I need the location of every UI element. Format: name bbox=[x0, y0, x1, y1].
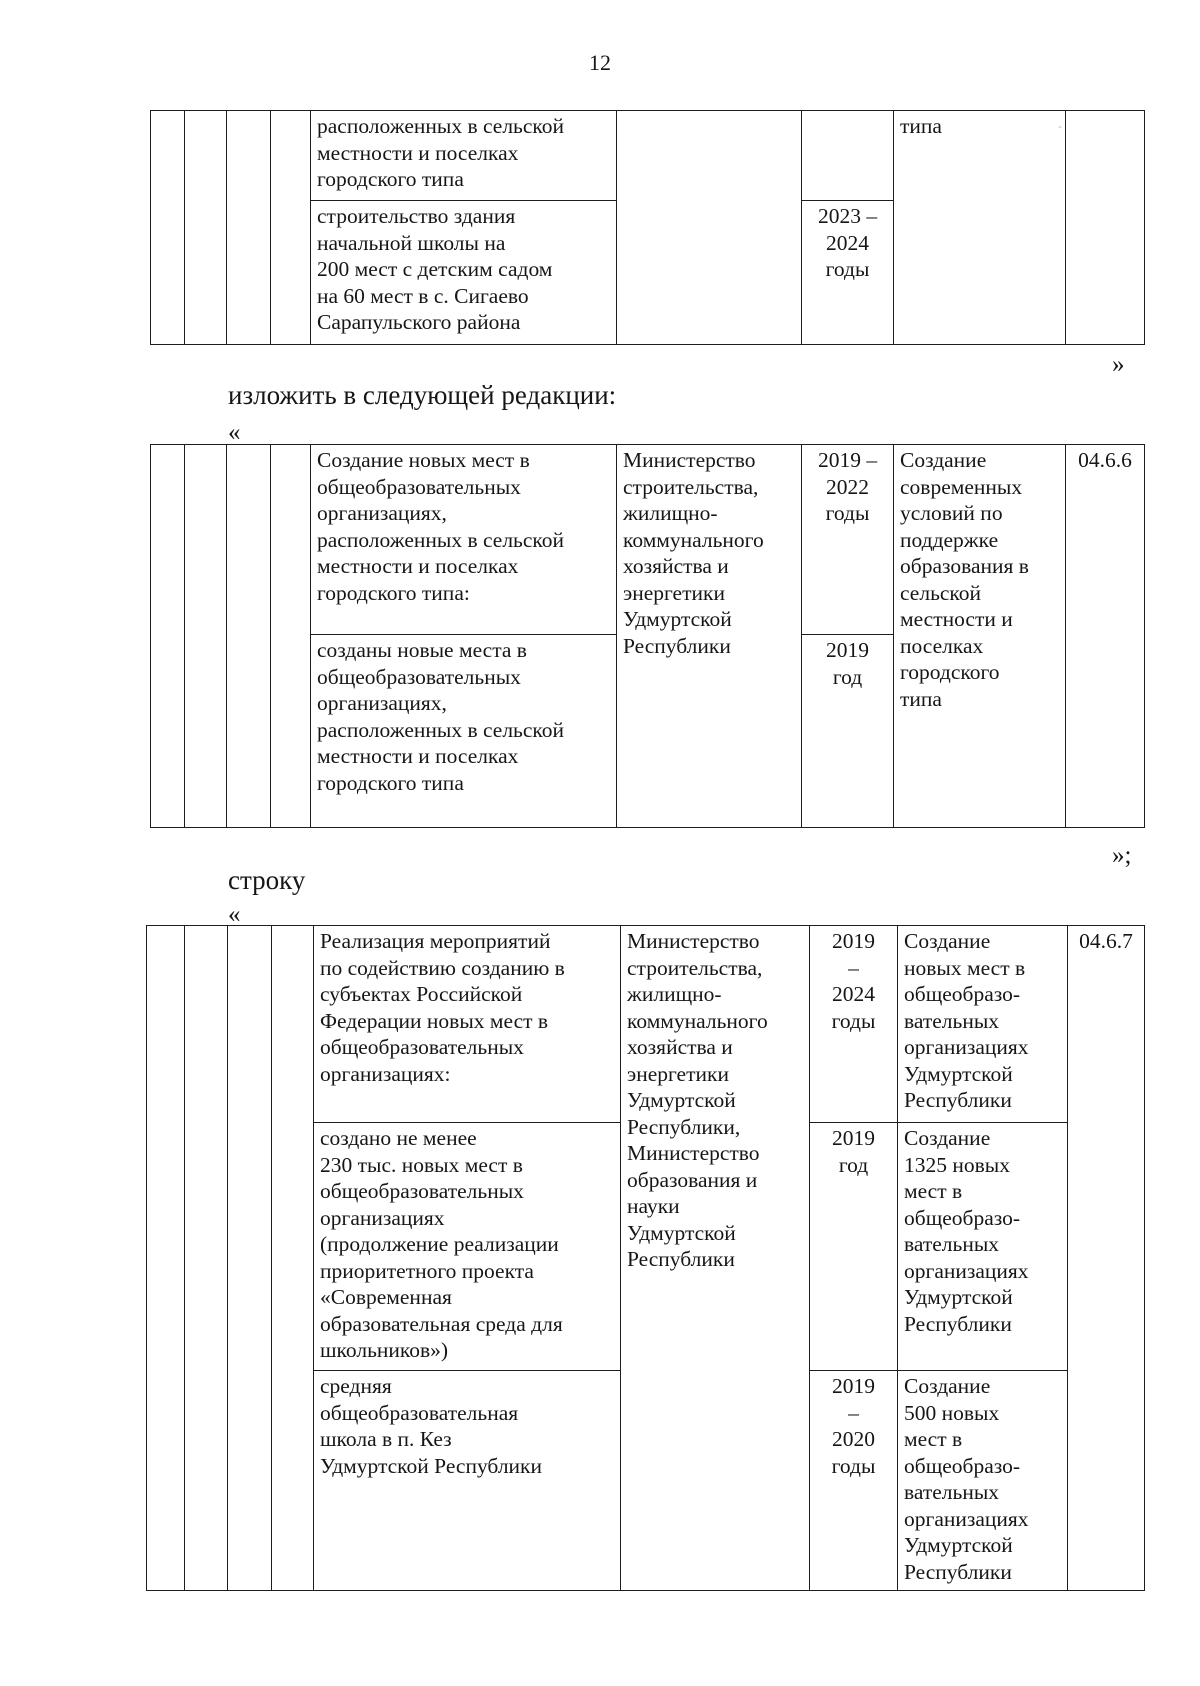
table-cell-result: типа - bbox=[894, 111, 1066, 345]
table-cell-name: созданы новые места в общеобразовательных организациях, расположенных в сельской местности и поселках городского типа bbox=[311, 635, 617, 828]
opening-quote: « bbox=[228, 901, 241, 928]
closing-quote: »; bbox=[1112, 842, 1132, 869]
table-cell-result: Создание 500 новых мест в общеобразо- вательных организациях Удмуртской Республики bbox=[898, 1371, 1068, 1591]
table-cell-empty bbox=[271, 111, 311, 345]
table-cell-period: 2019 – 2022 годы bbox=[802, 445, 894, 635]
table-cell-empty bbox=[227, 111, 271, 345]
scan-artifact: - bbox=[1058, 119, 1062, 133]
table-fragment-row bbox=[146, 925, 1145, 1591]
table-cell-empty bbox=[185, 111, 227, 345]
table-cell-empty bbox=[271, 445, 311, 828]
table-cell-result: Создание 1325 новых мест в общеобразо- вательных организациях Удмуртской Республики bbox=[898, 1123, 1068, 1371]
table-cell-name: средняя общеобразовательная школа в п. Кез Удмуртской Республики bbox=[314, 1371, 621, 1591]
closing-quote: » bbox=[1112, 351, 1125, 378]
table-cell-result: Создание современных условий по поддержке образования в сельской местности и поселках городского типа bbox=[894, 445, 1066, 828]
instruction-text: строку bbox=[228, 865, 306, 895]
table-cell-period bbox=[802, 111, 894, 201]
table-cell-empty bbox=[151, 445, 185, 828]
table-cell-empty bbox=[185, 445, 227, 828]
table-cell-empty bbox=[272, 926, 314, 1591]
table-cell-period: 2019 – 2024 годы bbox=[810, 926, 898, 1123]
table-cell-code bbox=[1066, 111, 1145, 345]
table-cell-empty bbox=[147, 926, 185, 1591]
table-cell-name: создано не менее 230 тыс. новых мест в общеобразовательных организациях (продолжение реализации приоритетного проекта «Современная образовательная среда для школьников») bbox=[314, 1123, 621, 1371]
table-cell-empty bbox=[151, 111, 185, 345]
table-cell-empty bbox=[185, 926, 228, 1591]
table-cell-code: 04.6.7 bbox=[1068, 926, 1145, 1591]
page-number: 12 bbox=[589, 50, 611, 75]
table-fragment-new bbox=[150, 444, 1145, 828]
table-cell-name: Создание новых мест в общеобразовательных организациях, расположенных в сельской местности и поселках городского типа: bbox=[311, 445, 617, 635]
table-cell-empty bbox=[227, 445, 271, 828]
table-cell-period: 2019 год bbox=[802, 635, 894, 828]
table-cell-period: 2019 год bbox=[810, 1123, 898, 1371]
opening-quote: « bbox=[228, 419, 241, 446]
table-fragment-old bbox=[150, 110, 1145, 345]
table-cell-executor bbox=[617, 111, 802, 345]
table-cell-result: Создание новых мест в общеобразо- вательных организациях Удмуртской Республики bbox=[898, 926, 1068, 1123]
table-cell-name: Реализация мероприятий по содействию созданию в субъектах Российской Федерации новых мест в общеобразовательных организациях: bbox=[314, 926, 621, 1123]
table-cell-executor: Министерство строительства, жилищно- коммунального хозяйства и энергетики Удмуртской Республики, Министерство образования и науки Удмуртской Республики bbox=[621, 926, 810, 1591]
instruction-text: изложить в следующей редакции: bbox=[228, 380, 617, 410]
table-cell-executor: Министерство строительства, жилищно- коммунального хозяйства и энергетики Удмуртской Республики bbox=[617, 445, 802, 828]
table-cell-code: 04.6.6 bbox=[1066, 445, 1145, 828]
table-cell-period: 2019 – 2020 годы bbox=[810, 1371, 898, 1591]
table-cell-name: расположенных в сельской местности и поселках городского типа bbox=[311, 111, 617, 201]
table-cell-period: 2023 – 2024 годы bbox=[802, 201, 894, 345]
table-cell-empty bbox=[228, 926, 272, 1591]
table-cell-name: строительство здания начальной школы на 200 мест с детским садом на 60 мест в с. Сигаево Сарапульского района bbox=[311, 201, 617, 345]
